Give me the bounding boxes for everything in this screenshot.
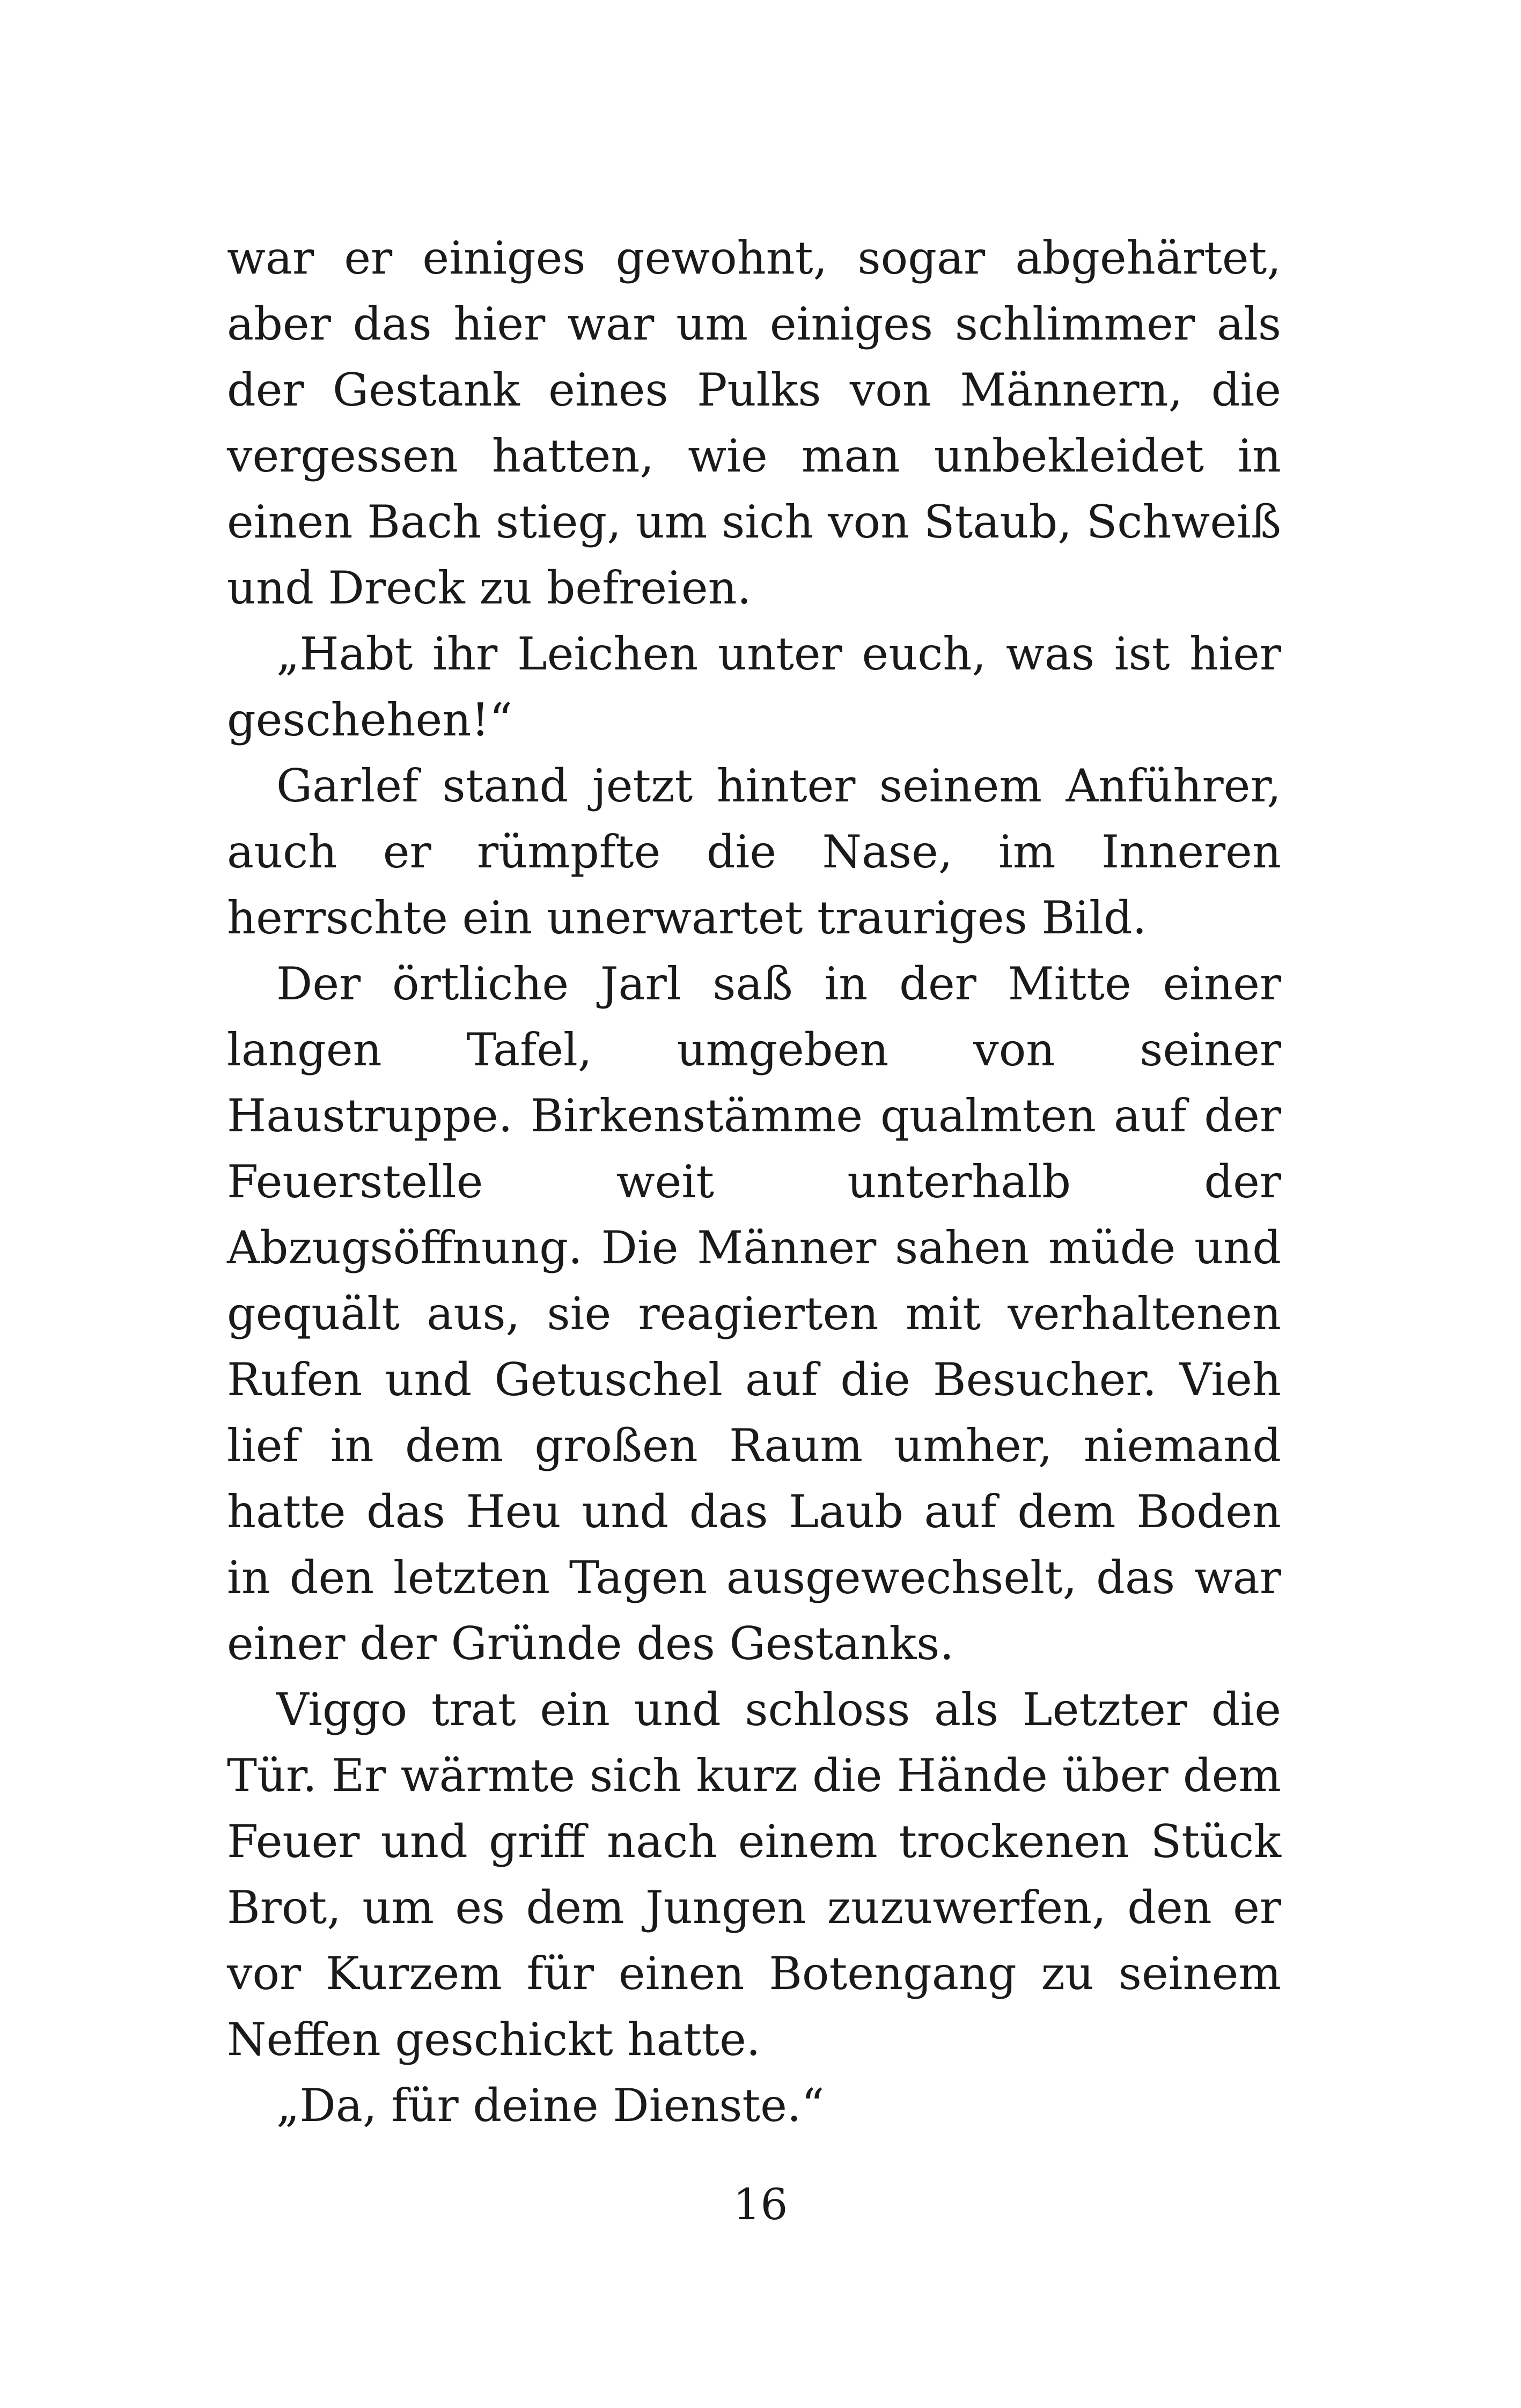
paragraph-viggo: Viggo trat ein und schloss als Letzter die Tür. Er wärmte sich kurz die Hände über dem Feuer und griff nach einem trockenen Stück Brot, um es dem Jungen zuzuwerfen, den er vor Kurzem für einen Botengang zu seinem Neffen geschickt hatte. [227,1683,1281,2066]
paragraph-garlef: Garlef stand jetzt hinter seinem Anführer, auch er rümpfte die Nase, im Inneren herrschte ein unerwartet trauriges Bild. [227,760,1281,944]
body-text [227,225,1281,2139]
page-number: 16 [733,2179,788,2229]
paragraph-dialogue-services: „Da, für deine Dienste.“ [276,2079,825,2132]
paragraph-continuation: war er einiges gewohnt, sogar abgehärtet, aber das hier war um einiges schlimmer als der Gestank eines Pulks von Männern, die vergessen hatten, wie man unbekleidet in einen Bach stieg, um sich von Staub, Schweiß und Dreck zu befreien. [227,232,1281,614]
paragraph-dialogue-corpses: „Habt ihr Leichen unter euch, was ist hier geschehen!“ [227,628,1281,746]
paragraph-jarl: Der örtliche Jarl saß in der Mitte einer langen Tafel, umgeben von seiner Haustruppe. Birkenstämme qualmten auf der Feuerstelle weit unterhalb der Abzugsöffnung. Die Männer sahen müde und gequält aus, sie reagierten mit verhaltenen Rufen und Getuschel auf die Besucher. Vieh lief in dem großen Raum umher, niemand hatte das Heu und das Laub auf dem Boden in den letzten Tagen ausgewechselt, das war einer der Gründe des Gestanks. [227,958,1281,1670]
